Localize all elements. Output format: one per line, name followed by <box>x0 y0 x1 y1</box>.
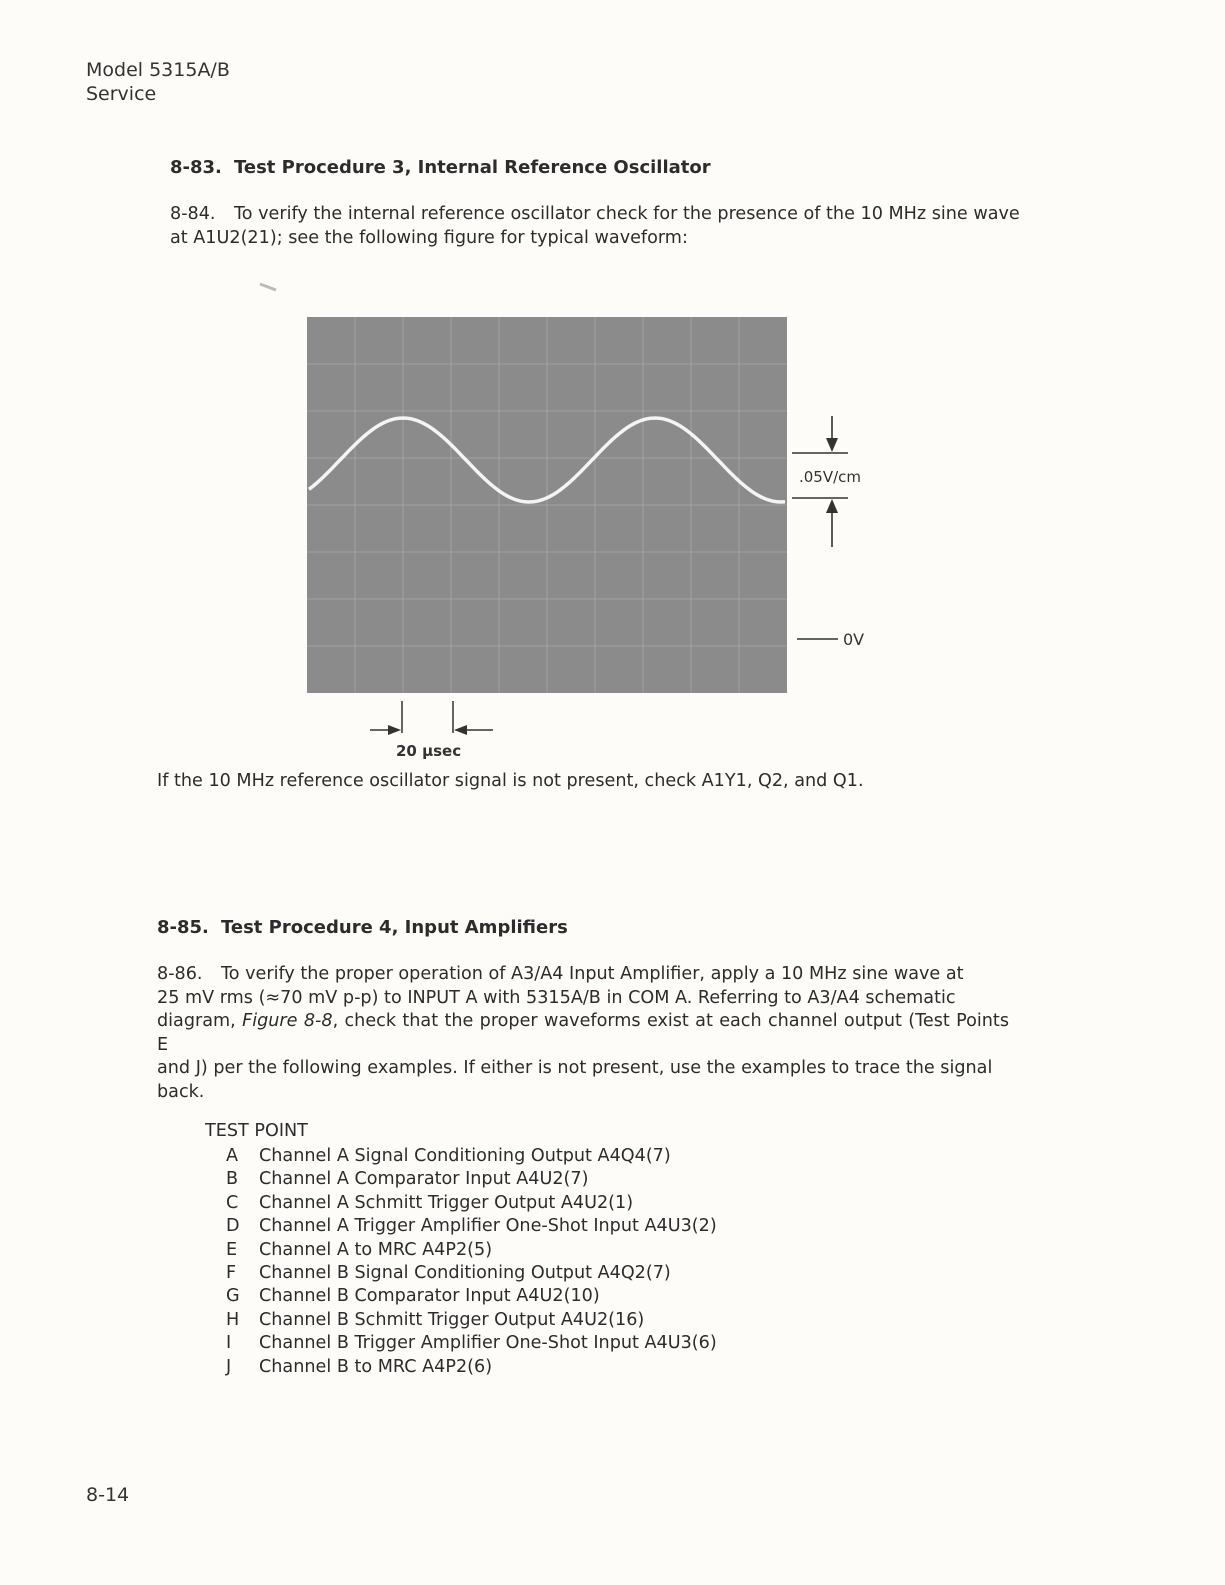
test-point-description: Channel A to MRC A4P2(5) <box>259 1239 493 1260</box>
test-point-description: Channel A Schmitt Trigger Output A4U2(1) <box>259 1192 634 1213</box>
test-point-item <box>226 1332 717 1355</box>
time-arrow-left-head <box>388 725 401 735</box>
test-point-item <box>226 1168 717 1191</box>
volt-per-div-label: .05V/cm <box>799 468 862 486</box>
test-point-letter: H <box>226 1309 240 1330</box>
test-point-letter: I <box>226 1333 232 1354</box>
test-point-letter: J <box>226 1356 232 1377</box>
paragraph-line: To verify the internal reference oscillator check for the presence of the 10 MHz sine wave <box>234 204 1020 224</box>
paragraph-line: and J) per the following examples. If either is not present, use the examples to trace the signal <box>157 1058 993 1078</box>
test-point-description: Channel A Comparator Input A4U2(7) <box>259 1169 589 1190</box>
paragraph-8-86 <box>157 963 1009 1104</box>
test-point-letter: D <box>226 1216 240 1237</box>
test-point-description: Channel B Signal Conditioning Output A4Q2(7) <box>259 1263 671 1284</box>
test-point-letter: F <box>226 1263 237 1284</box>
test-point-item <box>226 1309 717 1332</box>
test-point-list <box>226 1145 717 1379</box>
section-number: 8-83. <box>170 157 222 178</box>
figure-reference: Figure 8-8 <box>242 1011 333 1031</box>
paragraph-number: 8-86. <box>157 964 203 984</box>
test-point-description: Channel A Trigger Amplifier One-Shot Input A4U3(2) <box>259 1216 717 1237</box>
test-point-letter: E <box>226 1239 238 1260</box>
test-point-description: Channel B Schmitt Trigger Output A4U2(16) <box>259 1309 645 1330</box>
test-point-item <box>226 1356 717 1379</box>
section-heading-8-85 <box>157 917 568 938</box>
test-point-item <box>226 1262 717 1285</box>
section-title: Test Procedure 3, Internal Reference Oscillator <box>234 157 711 178</box>
header-section: Service <box>86 83 157 105</box>
page-number: 8-14 <box>86 1484 130 1506</box>
test-point-description: Channel B Trigger Amplifier One-Shot Input A4U3(6) <box>259 1333 717 1354</box>
time-per-div-label: 20 μsec <box>396 742 462 760</box>
paragraph-number: 8-84. <box>170 204 216 224</box>
test-point-heading: TEST POINT <box>205 1121 308 1141</box>
section-title: Test Procedure 4, Input Amplifiers <box>221 917 568 938</box>
section-number: 8-85. <box>157 917 209 938</box>
test-point-letter: B <box>226 1169 239 1190</box>
test-point-letter: A <box>226 1146 239 1166</box>
paragraph-line-part: , check that the proper waveforms exist at each channel output (Test Points E <box>157 1011 1010 1055</box>
volt-arrow-top-head <box>826 438 838 452</box>
header-model: Model 5315A/B <box>86 59 230 81</box>
paragraph-line: at A1U2(21); see the following figure for typical waveform: <box>170 227 688 248</box>
paragraph-line: To verify the proper operation of A3/A4 Input Amplifier, apply a 10 MHz sine wave at <box>221 964 964 984</box>
stray-mark <box>260 284 276 290</box>
test-point-letter: G <box>226 1286 240 1307</box>
test-point-item <box>226 1239 717 1262</box>
paragraph-line: back. <box>157 1081 205 1102</box>
paragraph-after-figure: If the 10 MHz reference oscillator signal is not present, check A1Y1, Q2, and Q1. <box>157 771 864 791</box>
test-point-item <box>226 1215 717 1238</box>
paragraph-line: 25 mV rms (≈70 mV p-p) to INPUT A with 5315A/B in COM A. Referring to A3/A4 schematic <box>157 987 956 1008</box>
test-point-description: Channel B Comparator Input A4U2(10) <box>259 1286 600 1307</box>
paragraph-line-part: diagram, <box>157 1011 243 1031</box>
test-point-item <box>226 1192 717 1215</box>
zero-volt-label: 0V <box>843 630 865 649</box>
test-point-description: Channel A Signal Conditioning Output A4Q4(7) <box>259 1146 671 1166</box>
test-point-description: Channel B to MRC A4P2(6) <box>259 1356 493 1377</box>
test-point-item <box>226 1145 717 1168</box>
test-point-letter: C <box>226 1192 239 1213</box>
test-point-item <box>226 1285 717 1308</box>
